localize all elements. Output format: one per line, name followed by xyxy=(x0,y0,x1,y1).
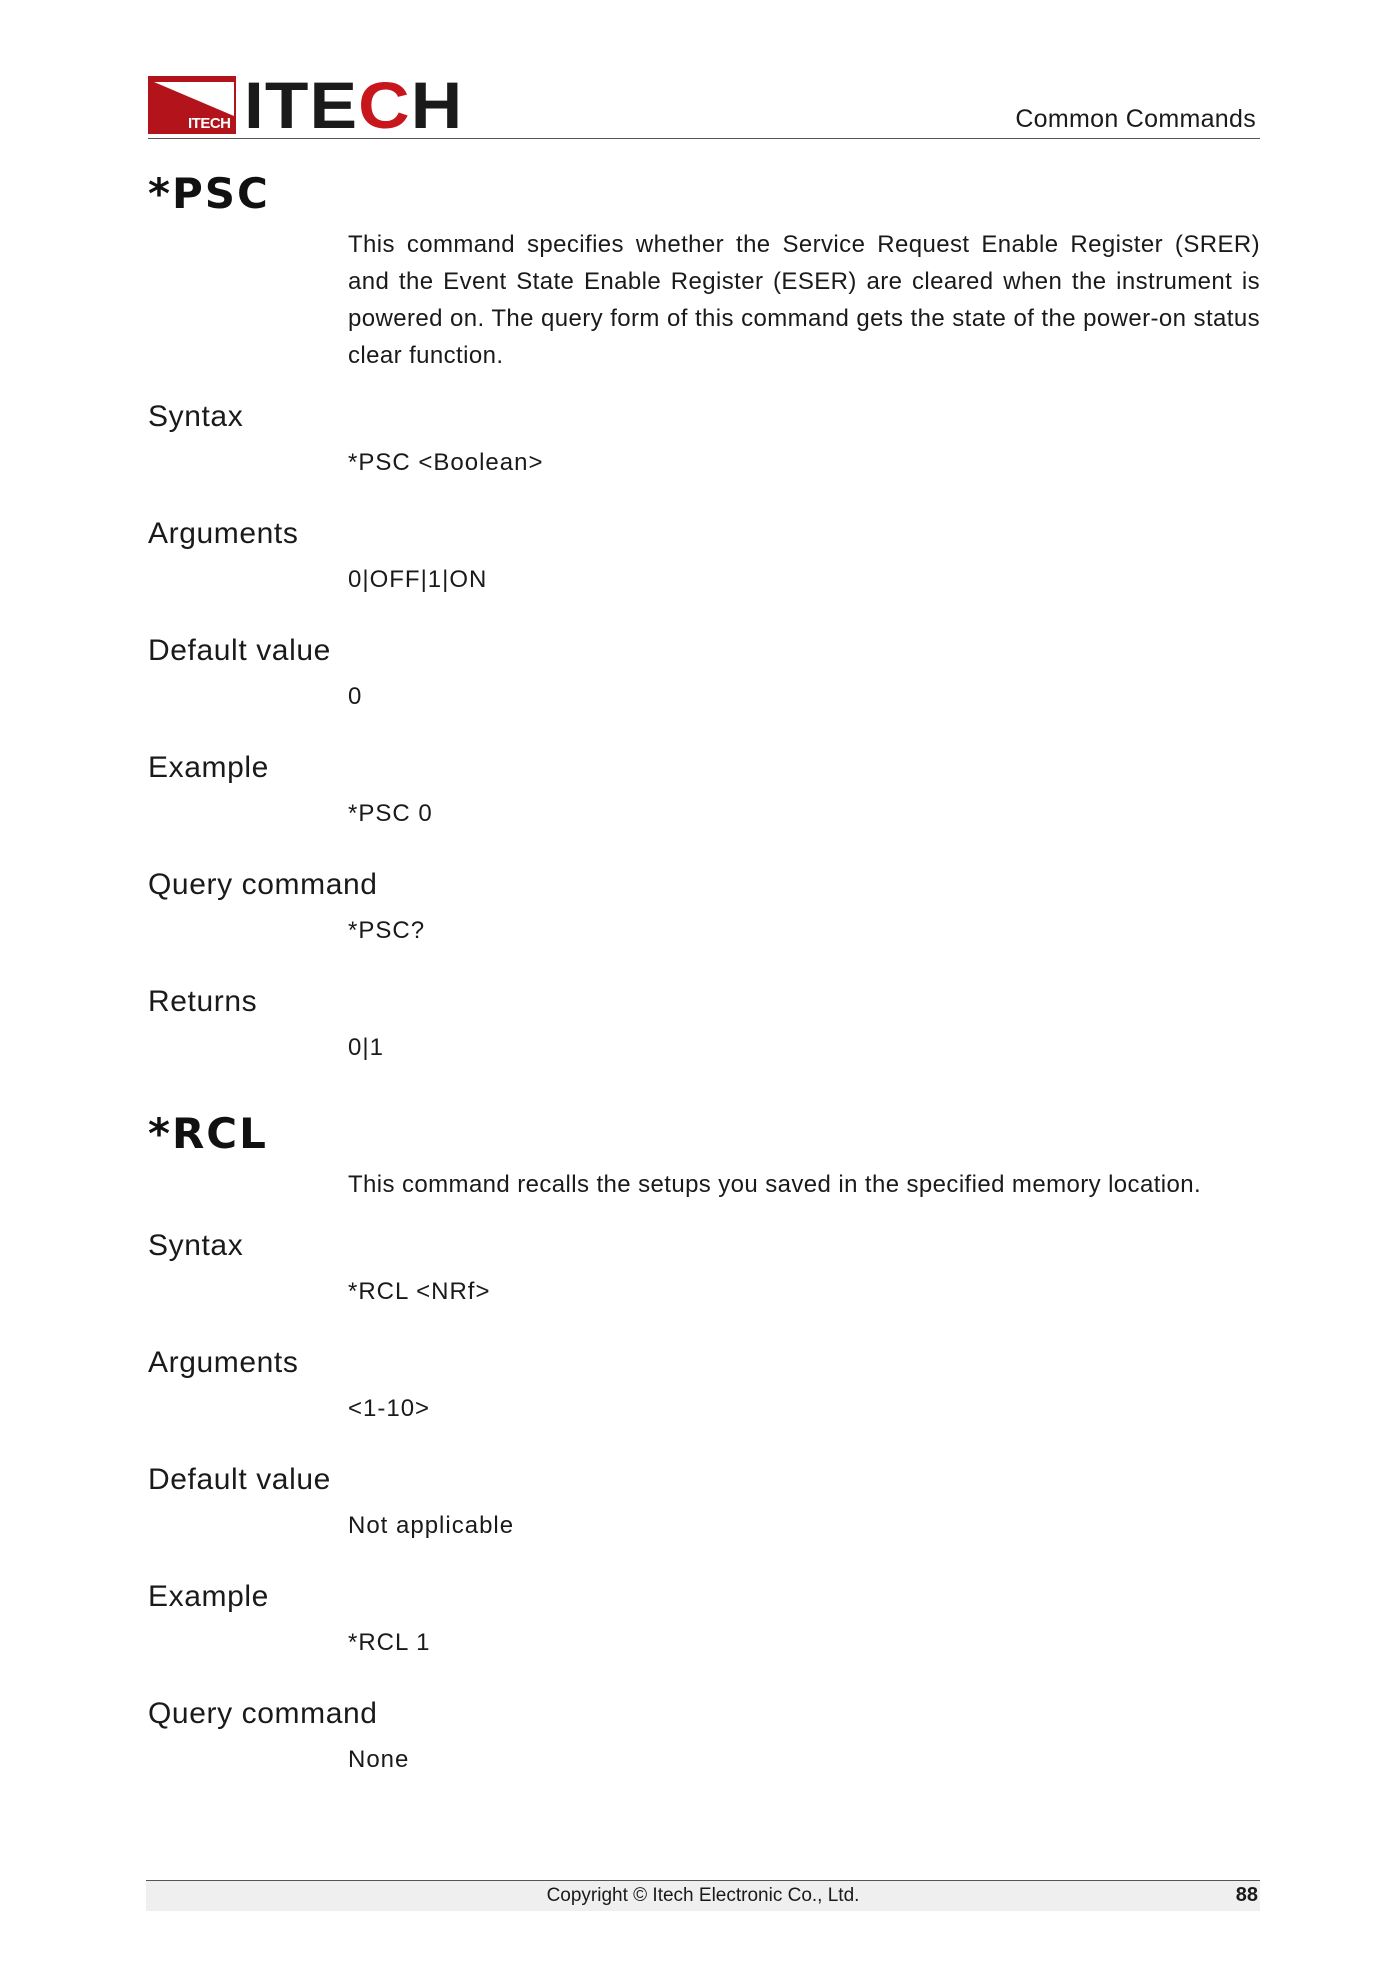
header-section-title: Common Commands xyxy=(1015,105,1256,133)
field-value: None xyxy=(348,1746,410,1773)
command-title: *PSC xyxy=(148,169,270,218)
field-label: Default value xyxy=(148,634,331,667)
footer-copyright: Copyright © Itech Electronic Co., Ltd. xyxy=(546,1885,860,1906)
logo-mark-text: ITECH xyxy=(188,115,231,132)
field-label: Returns xyxy=(148,985,258,1018)
field-label: Query command xyxy=(148,1697,378,1730)
field-label: Syntax xyxy=(148,1229,244,1262)
rcl-arguments xyxy=(148,1343,1260,1425)
page-number: 88 xyxy=(1235,1884,1258,1906)
command-psc xyxy=(148,166,1260,374)
field-value: 0|1 xyxy=(348,1034,384,1061)
logo-wordmark xyxy=(244,68,464,142)
psc-query-command xyxy=(148,865,1260,947)
field-value: *RCL <NRf> xyxy=(348,1278,491,1305)
page-header xyxy=(148,68,1260,142)
psc-arguments xyxy=(148,514,1260,596)
field-label: Arguments xyxy=(148,1346,299,1379)
psc-example xyxy=(148,748,1260,830)
field-value: *PSC 0 xyxy=(348,800,433,827)
command-description: This command specifies whether the Service Request Enable Register (SRER) and the Event State Enable Register (ESER) are cleared when the instrument is powered on. The query form of this command gets the state of the power-on status clear function. xyxy=(348,231,1260,369)
field-label: Syntax xyxy=(148,400,244,433)
logo-word-suffix: H xyxy=(410,68,464,142)
field-label: Default value xyxy=(148,1463,331,1496)
logo-word-accent: C xyxy=(358,68,411,142)
field-value: 0 xyxy=(348,683,363,710)
field-value: *RCL 1 xyxy=(348,1629,431,1656)
rcl-syntax xyxy=(148,1226,1260,1308)
field-label: Arguments xyxy=(148,517,299,550)
itech-logo xyxy=(148,68,464,142)
logo-mark-icon xyxy=(148,76,236,134)
field-value: *PSC <Boolean> xyxy=(348,449,544,476)
field-label: Query command xyxy=(148,868,378,901)
field-value: 0|OFF|1|ON xyxy=(348,566,488,593)
psc-default-value xyxy=(148,631,1260,713)
logo-word-prefix: ITE xyxy=(244,68,359,142)
page-footer xyxy=(146,1880,1260,1911)
field-value: <1-10> xyxy=(348,1395,431,1422)
field-label: Example xyxy=(148,751,269,784)
psc-returns xyxy=(148,982,1260,1064)
rcl-default-value xyxy=(148,1460,1260,1542)
command-rcl xyxy=(148,1106,1260,1203)
field-value: *PSC? xyxy=(348,917,426,944)
psc-syntax xyxy=(148,397,1260,479)
field-label: Example xyxy=(148,1580,269,1613)
rcl-query-command xyxy=(148,1694,1260,1776)
command-description: This command recalls the setups you saved in the specified memory location. xyxy=(348,1171,1202,1198)
rcl-example xyxy=(148,1577,1260,1659)
field-value: Not applicable xyxy=(348,1512,515,1539)
command-title: *RCL xyxy=(148,1109,268,1158)
